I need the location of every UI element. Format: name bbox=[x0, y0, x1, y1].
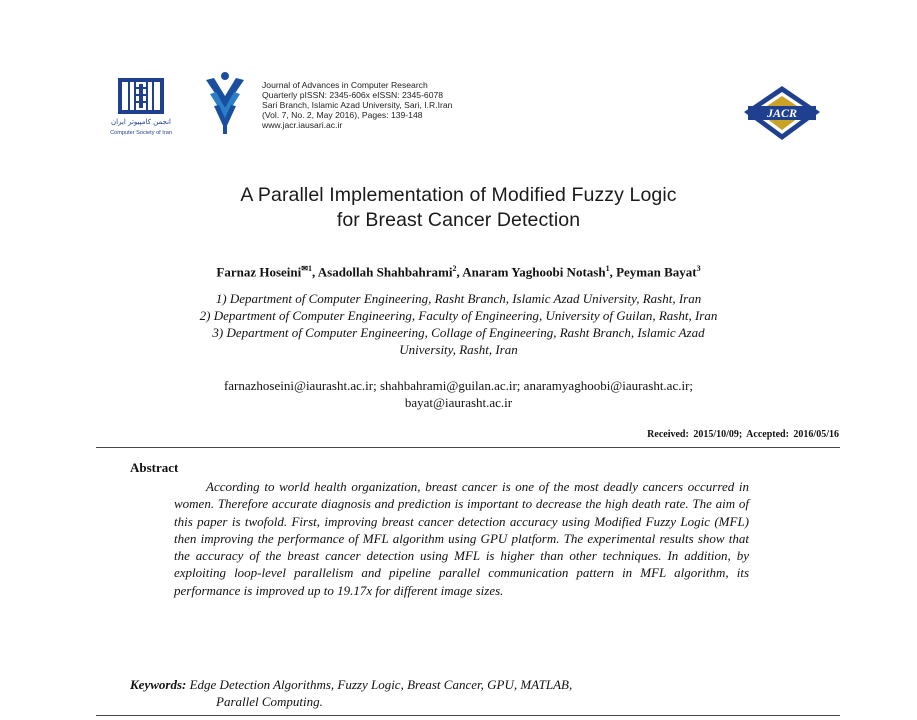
keywords bbox=[130, 676, 750, 710]
journal-volume: (Vol. 7, No. 2, May 2016), Pages: 139-148 bbox=[262, 110, 423, 120]
title-line-1: A Parallel Implementation of Modified Fuzzy Logic bbox=[240, 184, 677, 206]
author-affil-mark: 3 bbox=[696, 264, 701, 273]
received-date: Received: 2015/10/09; bbox=[647, 429, 743, 440]
author-affil-mark: 2 bbox=[452, 264, 457, 273]
author-name: Farnaz Hoseini bbox=[216, 264, 302, 280]
keywords-values-cont: Parallel Computing. bbox=[216, 694, 323, 709]
author-name: Peyman Bayat bbox=[616, 264, 697, 280]
journal-name: Journal of Advances in Computer Research bbox=[262, 80, 428, 90]
envelope-icon: ✉ bbox=[301, 264, 308, 273]
iau-logo bbox=[202, 68, 248, 140]
jacr-logo bbox=[740, 84, 824, 142]
email-line: bayat@iaurasht.ac.ir bbox=[404, 395, 513, 410]
divider bbox=[96, 715, 840, 716]
keywords-values: Edge Detection Algorithms, Fuzzy Logic, Breast Cancer, GPU, MATLAB, bbox=[189, 677, 573, 692]
author-affil-mark: 1 bbox=[605, 264, 610, 273]
publication-dates bbox=[647, 429, 839, 440]
title-line-2: for Breast Cancer Detection bbox=[336, 209, 581, 231]
affiliation-line: 3) Department of Computer Engineering, Collage of Engineering, Rasht Branch, Islamic Azad bbox=[212, 325, 705, 340]
keywords-label: Keywords: bbox=[130, 677, 187, 692]
divider bbox=[96, 447, 840, 448]
journal-url: www.jacr.iausari.ac.ir bbox=[262, 120, 343, 130]
affiliation-line: 2) Department of Computer Engineering, Faculty of Engineering, University of Guilan, Rasht, Iran bbox=[199, 308, 718, 323]
abstract-heading: Abstract bbox=[130, 460, 179, 475]
svg-text:Computer Society of Iran: Computer Society of Iran bbox=[110, 130, 172, 136]
journal-issn: Quarterly pISSN: 2345-606x eISSN: 2345-6078 bbox=[262, 90, 444, 100]
abstract-body: According to world health organization, breast cancer is one of the most deadly cancers occurred in women. Therefore accurate diagnosis and prediction is important to decrease the high death rate. The aim of this paper is twofold. First, improving breast cancer detection accuracy using Modified Fuzzy Logic (MFL) then improving the performance of MFL algorithm using GPU platform. The experimental results show that the accuracy of the breast cancer detection using MFL is higher than other techniques. In addition, by exploiting loop-level parallelism and pipeline parallel communication pattern in MFL algorithm, its performance is improved up to 19.17x for different image sizes. bbox=[174, 479, 749, 598]
affiliations bbox=[0, 290, 917, 358]
author-name: Anaram Yaghoobi Notash bbox=[462, 264, 606, 280]
affiliation-line: University, Rasht, Iran bbox=[399, 342, 518, 357]
svg-text:انجمن کامپیوتر ایران: انجمن کامپیوتر ایران bbox=[111, 118, 171, 126]
csi-emblem-icon bbox=[106, 74, 176, 138]
author-affil-mark: 1 bbox=[307, 264, 312, 273]
journal-info bbox=[262, 80, 452, 130]
jacr-emblem-icon bbox=[740, 84, 824, 142]
journal-publisher: Sari Branch, Islamic Azad University, Sari, I.R.Iran bbox=[262, 100, 453, 110]
author-name: Asadollah Shahbahrami bbox=[317, 264, 453, 280]
affiliation-line: 1) Department of Computer Engineering, Rasht Branch, Islamic Azad University, Rasht, Iran bbox=[215, 291, 702, 306]
accepted-date: Accepted: 2016/05/16 bbox=[746, 429, 839, 440]
email-line: farnazhoseini@iaurasht.ac.ir; shahbahrami@guilan.ac.ir; anaramyaghoobi@iaurasht.ac.ir; bbox=[223, 378, 694, 393]
author-emails bbox=[0, 377, 917, 411]
author-list: Farnaz Hoseini$^{✉1}$, Asadollah Shahbahrami$^2$, Anaram Yaghoobi Notash$^1$, Peyman Bayat$^3$ bbox=[216, 264, 701, 280]
csi-logo bbox=[106, 74, 176, 138]
iau-emblem-icon bbox=[202, 68, 248, 140]
svg-text:JACR: JACR bbox=[766, 106, 798, 120]
paper-title bbox=[0, 183, 917, 233]
